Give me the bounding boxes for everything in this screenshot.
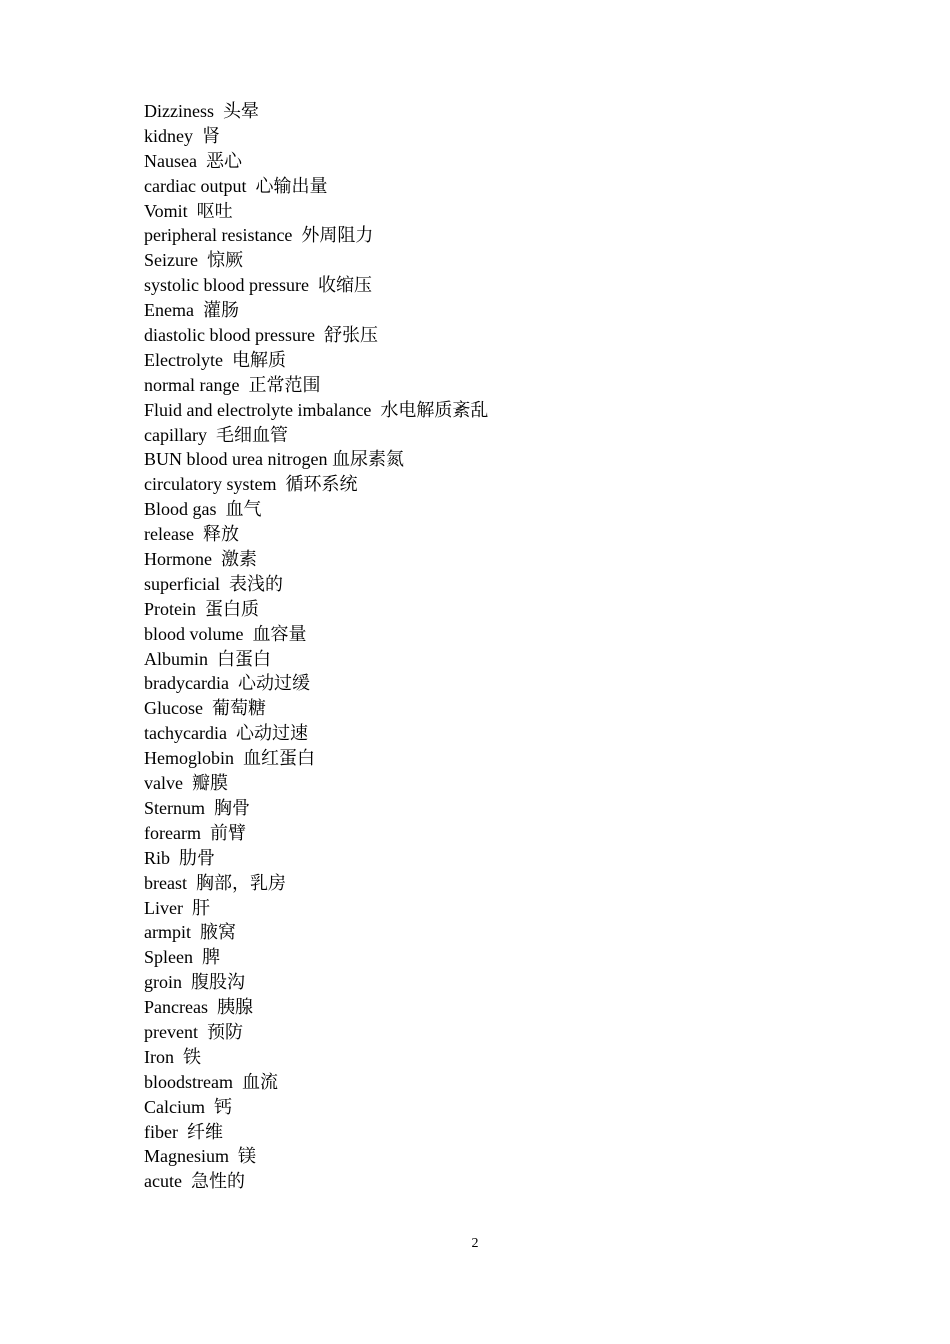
vocabulary-entry: Hormone 激素 (144, 549, 257, 570)
vocabulary-entry: Blood gas 血气 (144, 499, 262, 520)
page-number: 2 (471, 1236, 479, 1251)
vocabulary-entry: Rib 肋骨 (144, 847, 216, 868)
vocabulary-entry: groin 腹股沟 (144, 972, 245, 993)
vocabulary-entry: Hemoglobin 血红蛋白 (144, 748, 315, 769)
vocabulary-entry: circulatory system 循环系统 (144, 474, 358, 495)
vocabulary-entry: blood volume 血容量 (144, 623, 307, 644)
vocabulary-entry: Dizziness 头晕 (144, 101, 259, 121)
vocabulary-entry: bloodstream 血流 (144, 1071, 278, 1092)
vocabulary-entry: Liver 肝 (144, 897, 210, 918)
vocabulary-entry: Albumin 白蛋白 (144, 648, 272, 669)
vocabulary-entry: cardiac output 心输出量 (144, 175, 328, 196)
vocabulary-entry: tachycardia 心动过速 (144, 723, 308, 744)
vocabulary-entry: Nausea 恶心 (144, 150, 242, 171)
vocabulary-entry: breast 胸部，乳房 (144, 872, 286, 893)
vocabulary-entry: forearm 前臂 (144, 822, 246, 843)
vocabulary-entry: kidney 肾 (144, 125, 220, 146)
vocabulary-entry: Fluid and electrolyte imbalance 水电解质紊乱 (144, 399, 489, 420)
vocabulary-entry: capillary 毛细血管 (144, 424, 288, 445)
vocabulary-entry: prevent 预防 (144, 1021, 243, 1042)
vocabulary-entry: armpit 腋窝 (144, 922, 236, 943)
vocabulary-entry: peripheral resistance 外周阻力 (144, 225, 374, 246)
vocabulary-entry: diastolic blood pressure 舒张压 (144, 325, 378, 346)
vocabulary-entry: normal range 正常范围 (144, 374, 321, 395)
vocabulary-list (144, 99, 488, 1194)
vocabulary-entry: Enema 灌肠 (144, 300, 239, 321)
vocabulary-entry: Seizure 惊厥 (144, 250, 243, 271)
vocabulary-entry: systolic blood pressure 收缩压 (144, 275, 372, 296)
vocabulary-entry: Iron 铁 (144, 1046, 201, 1067)
vocabulary-entry: acute 急性的 (144, 1171, 245, 1192)
vocabulary-entry: Sternum 胸骨 (144, 797, 250, 818)
vocabulary-entry: Spleen 脾 (144, 947, 220, 968)
vocabulary-entry: Calcium 钙 (144, 1096, 232, 1117)
vocabulary-entry: Electrolyte 电解质 (144, 349, 286, 370)
vocabulary-entry: BUN blood urea nitrogen 血尿素氮 (144, 449, 404, 470)
vocabulary-entry: Pancreas 胰腺 (144, 997, 253, 1018)
vocabulary-entry: superficial 表浅的 (144, 573, 283, 594)
vocabulary-entry: release 释放 (144, 524, 239, 545)
vocabulary-entry: valve 瓣膜 (144, 773, 228, 794)
vocabulary-entry: Vomit 呕吐 (144, 200, 233, 221)
vocabulary-entry: Protein 蛋白质 (144, 598, 259, 619)
vocabulary-entry: Glucose 葡萄糖 (144, 698, 266, 719)
vocabulary-entry: Magnesium 镁 (144, 1146, 256, 1167)
vocabulary-entry: bradycardia 心动过缓 (144, 673, 310, 694)
vocabulary-entry: fiber 纤维 (144, 1121, 223, 1142)
